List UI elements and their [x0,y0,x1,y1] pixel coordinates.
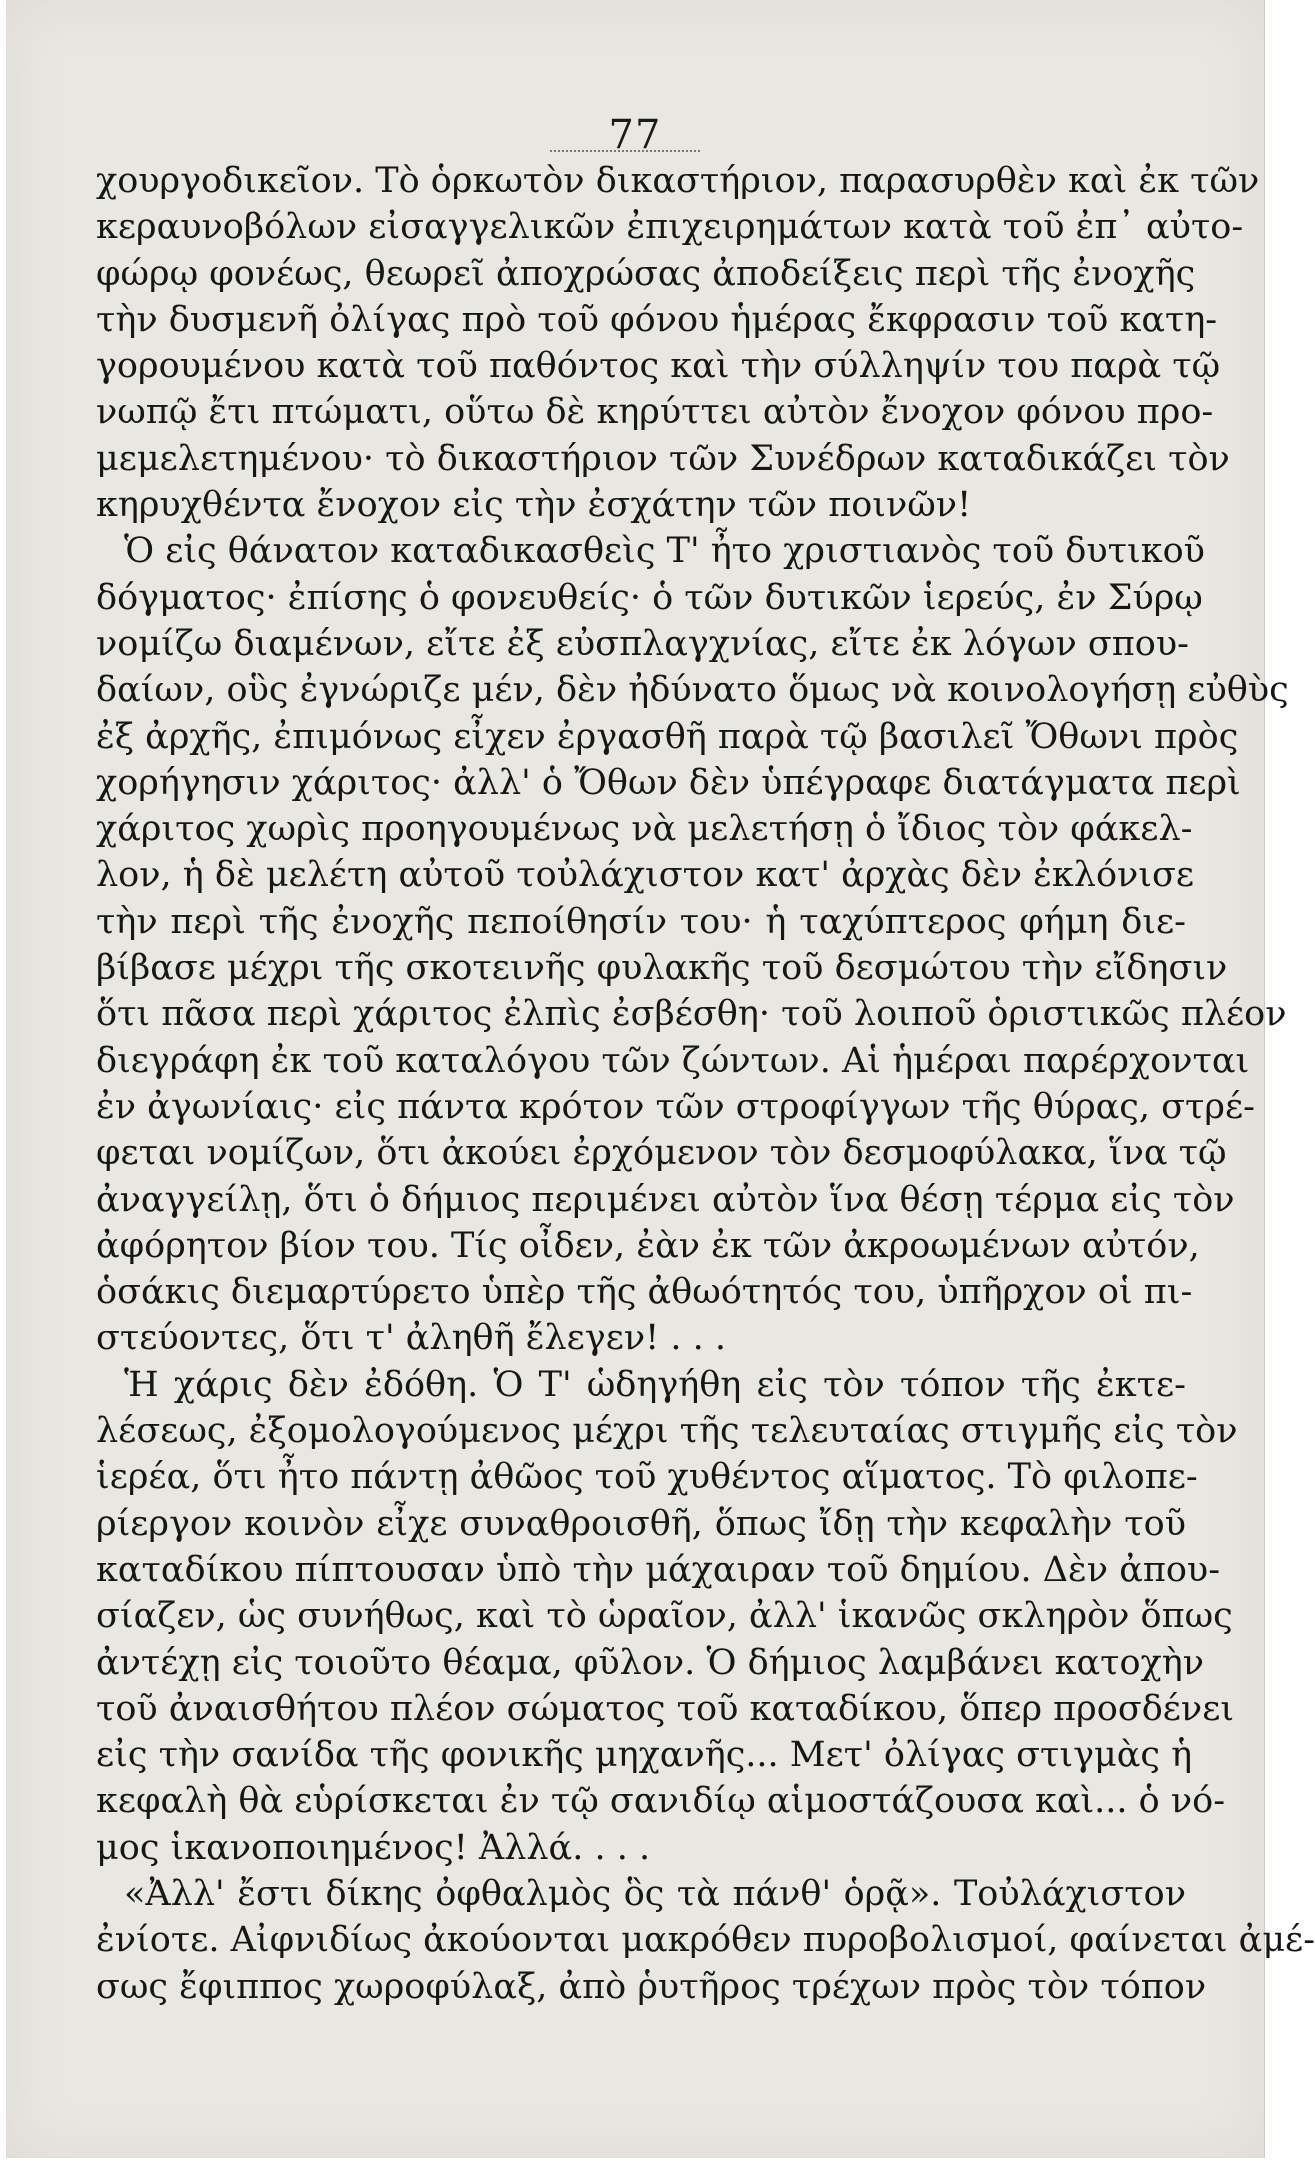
text-line: γορουμένου κατὰ τοῦ παθόντος καὶ τὴν σύλληψίν του παρὰ τῷ [96,346,1221,387]
text-line: διεγράφη ἐκ τοῦ καταλόγου τῶν ζώντων. Αἱ ἡμέραι παρέρχονται [96,1040,1250,1081]
text-line: ἀντέχῃ εἰς τοιοῦτο θέαμα, φῦλον. Ὁ δήμιος λαμβάνει κατοχὴν [96,1642,1205,1683]
text-line: κεφαλὴ θὰ εὑρίσκεται ἐν τῷ σανιδίῳ αἱμοστάζουσα καὶ... ὁ νό- [96,1781,1226,1822]
text-line: τοῦ ἀναισθήτου πλέον σώματος τοῦ καταδίκου, ὅπερ προσδένει [96,1688,1235,1729]
text-line: Ἡ χάρις δὲν ἐδόθη. Ὁ Τ' ὡδηγήθη εἰς τὸν τόπον τῆς ἐκτε- [124,1364,1186,1405]
text-line: νωπῷ ἔτι πτώματι, οὕτω δὲ κηρύττει αὐτὸν ἔνοχον φόνου προ- [96,392,1214,433]
text-line: δόγματος· ἐπίσης ὁ φονευθείς· ὁ τῶν δυτικῶν ἱερεύς, ἐν Σύρῳ [96,577,1203,618]
page-number-rule [550,150,700,152]
text-line: μεμελετημένου· τὸ δικαστήριον τῶν Συνέδρων καταδικάζει τὸν [96,438,1230,479]
text-line: ἐν ἀγωνίαις· εἰς πάντα κρότον τῶν στροφίγγων τῆς θύρας, στρέ- [96,1086,1255,1127]
text-line: δαίων, οὓς ἐγνώριζε μέν, δὲν ἠδύνατο ὅμως νὰ κοινολογήσῃ εὐθὺς [96,670,1289,711]
text-line: τὴν δυσμενῆ ὀλίγας πρὸ τοῦ φόνου ἡμέρας ἔκφρασιν τοῦ κατη- [96,299,1218,340]
text-line: ρίεργον κοινὸν εἶχε συναθροισθῆ, ὅπως ἴδῃ τὴν κεφαλὴν τοῦ [96,1503,1186,1544]
text-line: τὴν περὶ τῆς ἐνοχῆς πεποίθησίν του· ἡ ταχύπτερος φήμη διε- [96,901,1186,942]
text-line: κηρυχθέντα ἔνοχον εἰς τὴν ἐσχάτην τῶν ποινῶν! [96,485,972,526]
text-line: σως ἔφιππος χωροφύλαξ, ἀπὸ ῥυτῆρος τρέχων πρὸς τὸν τόπον [96,1966,1207,2007]
text-line: εἰς τὴν σανίδα τῆς φονικῆς μηχανῆς... Μετ' ὀλίγας στιγμὰς ἡ [96,1735,1193,1776]
text-line: ὅτι πᾶσα περὶ χάριτος ἐλπὶς ἐσβέσθη· τοῦ λοιποῦ ὁριστικῶς πλέον [96,994,1287,1035]
text-line: φεται νομίζων, ὅτι ἀκούει ἐρχόμενον τὸν δεσμοφύλακα, ἵνα τῷ [96,1133,1227,1174]
text-line: ἐνίοτε. Αἰφνιδίως ἀκούονται μακρόθεν πυροβολισμοί, φαίνεται ἀμέ- [96,1920,1315,1961]
text-line: φώρῳ φονέως, θεωρεῖ ἀποχρώσας ἀποδείξεις περὶ τῆς ἐνοχῆς [96,253,1196,294]
text-line: ἐξ ἀρχῆς, ἐπιμόνως εἶχεν ἐργασθῆ παρὰ τῷ βασιλεῖ Ὄθωνι πρὸς [96,716,1239,757]
text-line: χορήγησιν χάριτος· ἀλλ' ὁ Ὄθων δὲν ὑπέγραφε διατάγματα περὶ [96,762,1241,803]
text-line: ἀφόρητον βίον του. Τίς οἶδεν, ἐὰν ἐκ τῶν ἀκροωμένων αὐτόν, [96,1225,1200,1266]
text-line: ὁσάκις διεμαρτύρετο ὑπὲρ τῆς ἀθωότητός του, ὑπῆρχον οἱ πι- [96,1272,1193,1313]
text-line: στεύοντες, ὅτι τ' ἀληθῆ ἔλεγεν! . . . [96,1318,726,1359]
text-line: ἀναγγείλῃ, ὅτι ὁ δήμιος περιμένει αὐτὸν ἵνα θέσῃ τέρμα εἰς τὸν [96,1179,1235,1220]
text-line: μος ἱκανοποιημένος! Ἀλλά. . . . [96,1827,651,1868]
text-line: καταδίκου πίπτουσαν ὑπὸ τὴν μάχαιραν τοῦ δημίου. Δὲν ἀπου- [96,1549,1221,1590]
text-line: ἱερέα, ὅτι ἦτο πάντῃ ἀθῶος τοῦ χυθέντος αἵματος. Τὸ φιλοπε- [96,1457,1198,1498]
text-line: χάριτος χωρὶς προηγουμένως νὰ μελετήσῃ ὁ ἴδιος τὸν φάκελ- [96,809,1193,850]
text-line: «Ἀλλ' ἔστι δίκης ὀφθαλμὸς ὃς τὰ πάνθ' ὁρᾷ». Τοὐλάχιστον [124,1873,1186,1914]
text-line: χουργοδικεῖον. Τὸ ὁρκωτὸν δικαστήριον, παρασυρθὲν καὶ ἐκ τῶν [96,161,1260,201]
book-page [6,0,1315,2158]
text-line: νομίζω διαμένων, εἴτε ἐξ εὐσπλαγχνίας, εἴτε ἐκ λόγων σπου- [96,623,1189,664]
text-line: Ὁ εἰς θάνατον καταδικασθεὶς Τ' ἦτο χριστιανὸς τοῦ δυτικοῦ [124,531,1205,572]
text-line: σίαζεν, ὡς συνήθως, καὶ τὸ ὡραῖον, ἀλλ' ἱκανῶς σκληρὸν ὅπως [96,1596,1233,1637]
text-line: λον, ἡ δὲ μελέτη αὐτοῦ τοὐλάχιστον κατ' ἀρχὰς δὲν ἐκλόνισε [96,855,1195,896]
body-text [96,158,1315,2010]
text-line: λέσεως, ἐξομολογούμενος μέχρι τῆς τελευταίας στιγμῆς εἰς τὸν [96,1411,1238,1452]
text-line: βίβασε μέχρι τῆς σκοτεινῆς φυλακῆς τοῦ δεσμώτου τὴν εἴδησιν [96,948,1228,989]
text-line: κεραυνοβόλων εἰσαγγελικῶν ἐπιχειρημάτων κατὰ τοῦ ἐπ᾽ αὐτο- [96,207,1244,248]
page-number: 77 [608,112,662,158]
